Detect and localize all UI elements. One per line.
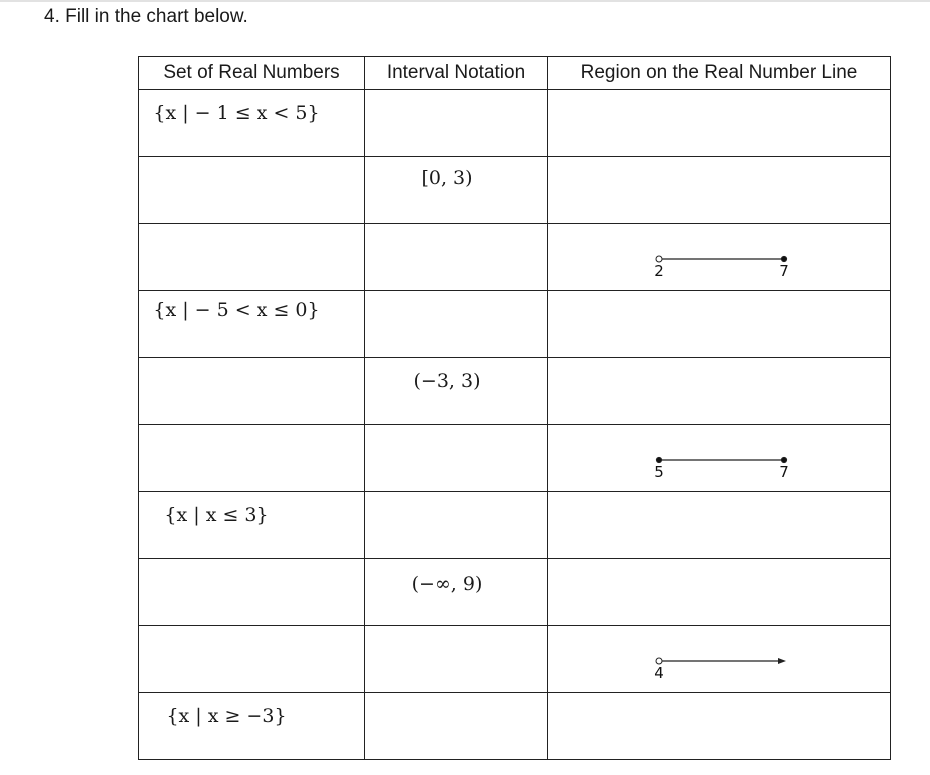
region-cell[interactable] (548, 90, 891, 157)
header-interval-notation: Interval Notation (365, 57, 548, 90)
region-cell (548, 425, 891, 492)
region-cell (548, 224, 891, 291)
table-row (139, 626, 891, 693)
number-line-right-label: 7 (779, 262, 789, 280)
number-line (548, 626, 890, 692)
region-cell[interactable] (548, 157, 891, 224)
region-cell[interactable] (548, 559, 891, 626)
arrow-right-icon (778, 658, 786, 664)
table-row (139, 693, 891, 760)
table-row (139, 291, 891, 358)
table-row (139, 425, 891, 492)
interval-cell (365, 358, 548, 425)
closed-endpoint-right (781, 256, 786, 261)
number-line-left-label: 4 (654, 664, 664, 682)
interval-notation-text: (−∞, 9) (411, 573, 483, 595)
set-cell (139, 291, 365, 358)
region-cell[interactable] (548, 358, 891, 425)
closed-endpoint-left (656, 457, 661, 462)
interval-cell[interactable] (365, 492, 548, 559)
interval-cell[interactable] (365, 425, 548, 492)
interval-notation-text: (−3, 3) (413, 370, 481, 392)
set-cell (139, 90, 365, 157)
top-divider (0, 0, 930, 2)
table-row (139, 157, 891, 224)
fill-in-chart (138, 56, 891, 760)
set-cell[interactable] (139, 425, 365, 492)
set-builder-text: {x | − 1 ≤ x < 5} (153, 102, 320, 124)
set-builder-text: {x | − 5 < x ≤ 0} (153, 299, 320, 321)
closed-endpoint-right (781, 457, 786, 462)
table-row (139, 492, 891, 559)
set-cell[interactable] (139, 559, 365, 626)
number-line-left-label: 2 (654, 262, 664, 280)
interval-cell[interactable] (365, 90, 548, 157)
interval-cell[interactable] (365, 626, 548, 693)
table-row (139, 90, 891, 157)
set-cell[interactable] (139, 626, 365, 693)
table-row (139, 559, 891, 626)
set-cell[interactable] (139, 157, 365, 224)
table-row (139, 358, 891, 425)
set-cell[interactable] (139, 224, 365, 291)
table-row (139, 224, 891, 291)
header-row (139, 57, 891, 90)
set-cell (139, 693, 365, 760)
set-cell[interactable] (139, 358, 365, 425)
region-cell[interactable] (548, 291, 891, 358)
interval-cell[interactable] (365, 291, 548, 358)
set-builder-text: {x | x ≥ −3} (166, 705, 287, 727)
region-cell (548, 626, 891, 693)
question-prompt: 4. Fill in the chart below. (44, 6, 248, 27)
interval-cell (365, 559, 548, 626)
number-line-left-label: 5 (654, 463, 664, 481)
header-region-on-number-line: Region on the Real Number Line (548, 57, 891, 90)
region-cell[interactable] (548, 492, 891, 559)
interval-cell[interactable] (365, 693, 548, 760)
number-line (548, 224, 890, 290)
set-builder-text: {x | x ≤ 3} (164, 504, 269, 526)
number-line-right-label: 7 (779, 463, 789, 481)
interval-cell[interactable] (365, 224, 548, 291)
region-cell[interactable] (548, 693, 891, 760)
header-set-of-real-numbers: Set of Real Numbers (139, 57, 365, 90)
interval-cell (365, 157, 548, 224)
number-line (548, 425, 890, 491)
interval-notation-text: [0, 3) (421, 167, 473, 189)
set-cell (139, 492, 365, 559)
